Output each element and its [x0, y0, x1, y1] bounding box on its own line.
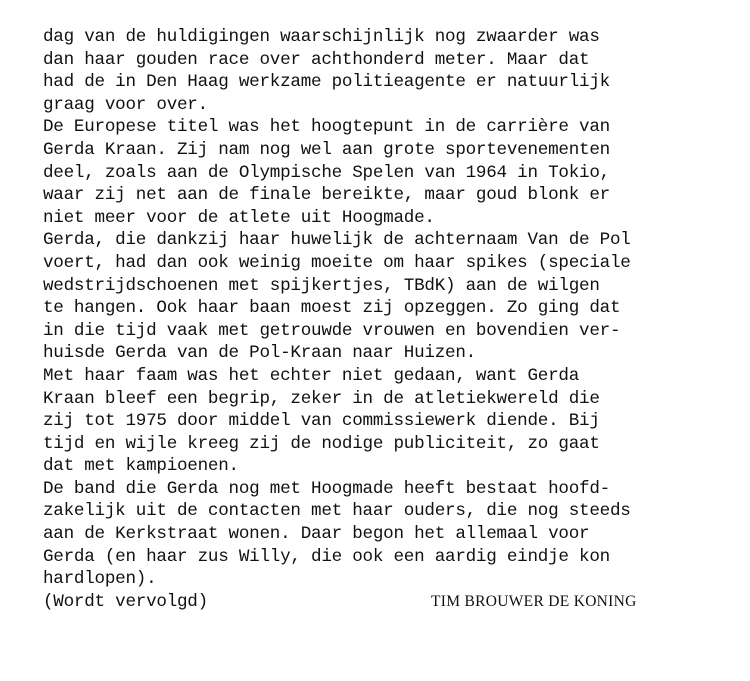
article-footer: [43, 591, 743, 614]
article-line: Gerda, die dankzij haar huwelijk de achternaam Van de Pol: [43, 230, 631, 251]
article-line: dag van de huldigingen waarschijnlijk nog zwaarder was: [43, 27, 600, 47]
article-line: Gerda Kraan. Zij nam nog wel aan grote sportevenementen: [43, 139, 610, 160]
article-line: waar zij net aan de finale bereikte, maar goud blonk er: [43, 185, 610, 206]
article-line: dat met kampioenen.: [43, 456, 239, 477]
article-line: in die tijd vaak met getrouwde vrouwen en bovendien ver-: [43, 320, 621, 341]
article-line: graag voor over.: [43, 94, 208, 115]
article-line: Kraan bleef een begrip, zeker in de atletiekwereld die: [43, 388, 600, 409]
article-line: De Europese titel was het hoogtepunt in de carrière van: [43, 117, 610, 138]
article-line: te hangen. Ook haar baan moest zij opzeggen. Zo ging dat: [43, 298, 621, 319]
article-line: Gerda (en haar zus Willy, die ook een aardig eindje kon: [43, 546, 610, 567]
article-line: had de in Den Haag werkzame politieagente er natuurlijk: [43, 72, 610, 93]
article-line: wedstrijdschoenen met spijkertjes, TBdK) aan de wilgen: [43, 275, 600, 296]
article-line: hardlopen).: [43, 569, 157, 590]
article-line: Met haar faam was het echter niet gedaan, want Gerda: [43, 365, 580, 386]
author-byline: TIM BROUWER DE KONING: [431, 592, 637, 610]
article-line: dan haar gouden race over achthonderd meter. Maar dat: [43, 49, 590, 70]
article-line: zij tot 1975 door middel van commissiewerk diende. Bij: [43, 411, 600, 432]
article-line: huisde Gerda van de Pol-Kraan naar Huizen.: [43, 343, 476, 364]
article-line: tijd en wijle kreeg zij de nodige publiciteit, zo gaat: [43, 433, 600, 454]
article-line: zakelijk uit de contacten met haar ouders, die nog steeds: [43, 501, 631, 522]
article-line: aan de Kerkstraat wonen. Daar begon het allemaal voor: [43, 524, 590, 545]
article-line: deel, zoals aan de Olympische Spelen van 1964 in Tokio,: [43, 162, 610, 183]
article-body: [43, 26, 743, 613]
continued-note: (Wordt vervolgd): [43, 591, 208, 612]
article-line: niet meer voor de atlete uit Hoogmade.: [43, 207, 435, 228]
article-line: voert, had dan ook weinig moeite om haar spikes (speciale: [43, 252, 631, 273]
article-line: De band die Gerda nog met Hoogmade heeft bestaat hoofd-: [43, 478, 610, 499]
